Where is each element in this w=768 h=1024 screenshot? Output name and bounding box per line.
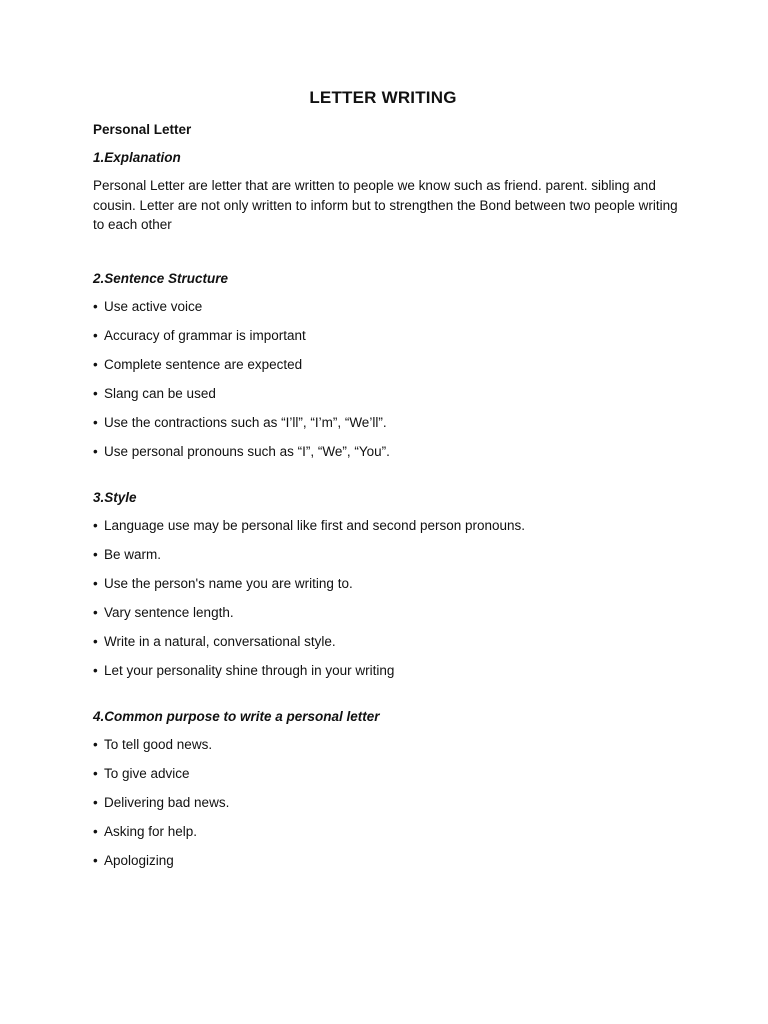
list-item: [93, 632, 683, 651]
list-item-text: Use the contractions such as “I’ll”, “I’m”, “We’ll”.: [104, 414, 387, 430]
bullet-icon: •: [93, 765, 98, 781]
section-heading: 2.Sentence Structure: [93, 270, 229, 286]
bullet-list: [93, 516, 683, 680]
bullet-icon: •: [93, 414, 98, 430]
section-common-purpose: [93, 709, 683, 870]
section-sentence-structure: [93, 271, 683, 461]
list-item: [93, 822, 683, 841]
list-item-text: Use active voice: [104, 298, 203, 314]
bullet-icon: •: [93, 327, 98, 343]
list-item: [93, 516, 683, 535]
bullet-icon: •: [93, 385, 98, 401]
list-item: [93, 764, 683, 783]
list-item: [93, 545, 683, 564]
list-item-text: Slang can be used: [104, 385, 216, 401]
bullet-list: [93, 297, 683, 461]
bullet-icon: •: [93, 356, 98, 372]
list-item: [93, 603, 683, 622]
list-item-text: Let your personality shine through in your writing: [104, 662, 395, 678]
section-explanation: [93, 150, 683, 235]
bullet-icon: •: [93, 604, 98, 620]
bullet-icon: •: [93, 298, 98, 314]
list-item: [93, 326, 683, 345]
list-item-text: Use the person's name you are writing to.: [104, 575, 353, 591]
explanation-paragraph: Personal Letter are letter that are written to people we know such as friend. parent. sibling and cousin. Letter are not only written to inform but to strengthen the Bond between two people writing to each other: [93, 178, 678, 232]
list-item-text: Asking for help.: [104, 823, 198, 839]
list-item: [93, 661, 683, 680]
bullet-icon: •: [93, 546, 98, 562]
bullet-list: [93, 735, 683, 870]
list-item-text: To give advice: [104, 765, 190, 781]
list-item-text: Delivering bad news.: [104, 794, 230, 810]
list-item-text: To tell good news.: [104, 736, 213, 752]
list-item-text: Complete sentence are expected: [104, 356, 303, 372]
list-item: [93, 793, 683, 812]
list-item-text: Language use may be personal like first and second person pronouns.: [104, 517, 526, 533]
list-item: [93, 297, 683, 316]
list-item: [93, 851, 683, 870]
list-item-text: Vary sentence length.: [104, 604, 234, 620]
list-item-text: Use personal pronouns such as “I”, “We”, “You”.: [104, 443, 390, 459]
bullet-icon: •: [93, 575, 98, 591]
list-item: [93, 442, 683, 461]
bullet-icon: •: [93, 517, 98, 533]
bullet-icon: •: [93, 852, 98, 868]
bullet-icon: •: [93, 662, 98, 678]
section-style: [93, 490, 683, 680]
list-item-text: Write in a natural, conversational style.: [104, 633, 336, 649]
bullet-icon: •: [93, 736, 98, 752]
list-item-text: Accuracy of grammar is important: [104, 327, 306, 343]
document-subtitle: Personal Letter: [93, 122, 192, 137]
bullet-icon: •: [93, 443, 98, 459]
bullet-icon: •: [93, 633, 98, 649]
list-item-text: Apologizing: [104, 852, 174, 868]
bullet-icon: •: [93, 823, 98, 839]
list-item: [93, 735, 683, 754]
list-item: [93, 413, 683, 432]
document-title: LETTER WRITING: [309, 88, 457, 107]
list-item: [93, 355, 683, 374]
document-body: [93, 88, 683, 899]
bullet-icon: •: [93, 794, 98, 810]
list-item: [93, 574, 683, 593]
list-item: [93, 384, 683, 403]
section-heading: 3.Style: [93, 489, 137, 505]
section-heading: 1.Explanation: [93, 150, 181, 165]
section-heading: 4.Common purpose to write a personal letter: [93, 708, 380, 724]
list-item-text: Be warm.: [104, 546, 162, 562]
